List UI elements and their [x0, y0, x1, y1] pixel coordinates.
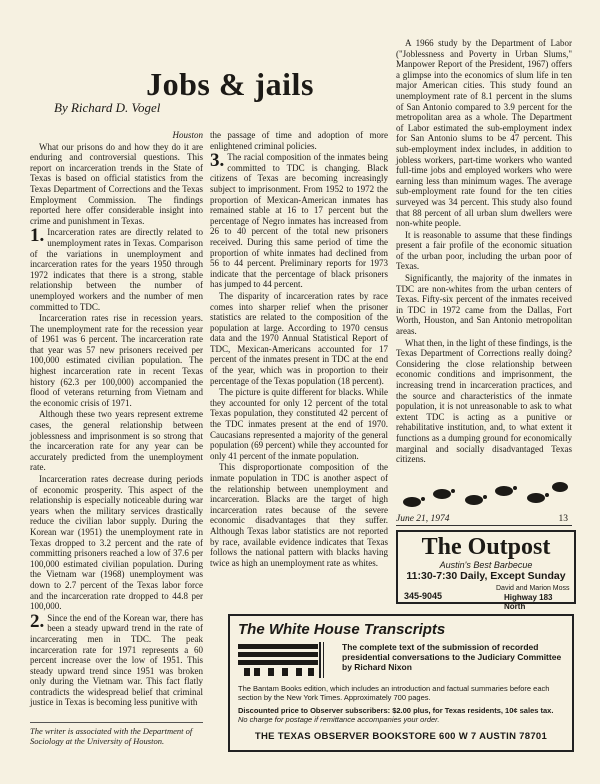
- ad-wh-edition: The Bantam Books edition, which includes an introduction and factual summaries before each section by the New York Times. Approximately 700 pages.: [238, 684, 550, 702]
- page-footer: [396, 514, 572, 526]
- paragraph: It is reasonable to assume that these findings present a fair profile of the economic situation of the urban poor, including the urban poor of Texas.: [396, 229, 572, 272]
- white-house-transcripts-advertisement: [228, 614, 574, 752]
- paragraph: A 1966 study by the Department of Labor ("Joblessness and Poverty in Urban Slums," Manpower Report of the President, 1967) offers a glimpse into the economics of slum life in ten major American cities. This study found an unemployment rate of 8.1 percent in the slums of San Antonio compared to 3.9 percent for the metropolitan area as a whole. The Department of Labor estimated the sub-employment index for San Antonio slums to be 47 percent. This sub-employment index includes, in addition to jobless workers, part-time workers who wanted full-time jobs and employed workers who were earning less than minimum wages. The average sub-employment rate found for the ten cities surveyed was 34 percent. This study also found that 88 percent of all urban slum dwellers were non-white people.: [396, 38, 572, 229]
- ad-wh-discount: Discounted price to Observer subscribers: $2.00 plus, for Texas residents, 10¢ sales tax. No charge for postage if remittance accompanies your order.: [238, 706, 554, 724]
- divider: [319, 642, 321, 678]
- paragraph: The disparity of incarceration rates by race comes into sharper relief when the prisoner statistics are related to the composition of the population at large. According to 1970 census data and the 1970 Annual Statistical Report of TDC, Mexican-Americans accounted for 17 percent of the inmates present in TDC at the end of the year, which was in proportion to their percentage of the Texas population (18 percent).: [210, 290, 388, 386]
- author-note: The writer is associated with the Department of Sociology at the University of Houston.: [30, 722, 203, 746]
- outpost-advertisement: [396, 530, 576, 611]
- ad-outpost-owners: David and Marion Moss: [496, 585, 570, 592]
- article-title: Jobs & jails: [146, 66, 314, 102]
- ad-outpost-tagline: Austin's Best Barbecue: [439, 560, 533, 570]
- paragraph: the passage of time and adoption of more enlightened criminal policies.: [210, 130, 388, 151]
- article-byline: By Richard D. Vogel: [54, 100, 161, 115]
- paragraph-numbered: 1. Incarceration rates are directly related to unemployment rates in Texas. Comparison of the variations in unemployment and incarceration rates for the years 1950 through 1972 indicates that there is a strong, stable relationship between the number of unemployed workers and the number of men committed to TDC.: [30, 225, 203, 312]
- ad-outpost-address: Highway 183 North: [504, 593, 553, 611]
- article-column-2: [210, 130, 388, 569]
- ad-outpost-name: The Outpost: [421, 534, 551, 560]
- paragraph: Incarceration rates decrease during periods of economic prosperity. This aspect of the relationship is especially noticeable during war years when the military services drastically reduce the civilian labor supply. During the Korean war (1951) the unemployment rate in Texas dropped to 3.2 percent and the rate of committing prisoners reached a low of 37.6 per 100,000 estimated civilian population. During the Vietnam war (1968) unemployment was down to 2.7 percent of the Texas labor force and the incarceration rate dropped to 44.8 per 100,000.: [30, 474, 203, 612]
- paragraph: What then, in the light of these findings, is the Texas Department of Corrections really doing? Considering the close relationship between economic conditions and imprisonment, the increasing trend in incarceration practices, and the source and characteristics of the inmate population, it is not unreasonable to ask to what extent TDC is acting as a punitive or rehabilitative institution, and, to what extent it functions as a dumping ground for economically marginal and socially disadvantaged Texas citizens.: [396, 337, 572, 465]
- paragraph-numbered: 2. Since the end of the Korean war, there has been a steady upward trend in the rate of incarcerating men in TDC. The peak incarceration rate for 1971 represents a 60 percent increase over the low of 1951. This steady upward trend since 1951 was broken only during the Vietnam war. This fact flatly contradicts the widespread belief that criminal justice in Texas is becoming less punitive with: [30, 610, 203, 708]
- paragraph: Significantly, the majority of the inmates in TDC are non-whites from the urban centers of Texas. Fifty-six percent of the inmates received in TDC in 1972 came from the Dallas, Fort Worth, Houston, and San Antonio metropolitan areas.: [396, 273, 572, 337]
- paragraph: This disproportionate composition of the inmate population in TDC is another aspect of the relationship between unemployment and incarceration. Blacks are the target of high incarceration rates because of the severe economic disadvantages that they suffer. Although Texas labor statistics are not reported by race, available evidence indicates that Texas follows the national pattern with blacks having twice as high an unemployment rate as whites.: [210, 462, 388, 568]
- article-column-1: [30, 130, 203, 709]
- tape-reel-logo-icon: [238, 642, 318, 678]
- ad-outpost-phone: 345-9045: [404, 591, 443, 601]
- ad-wh-headline: The White House Transcripts: [238, 621, 446, 638]
- issue-date: June 21, 1974: [396, 514, 450, 524]
- dateline-city: Houston: [172, 130, 203, 140]
- ad-outpost-hours: 11:30-7:30 Daily, Except Sunday: [406, 570, 566, 582]
- paragraph-numbered: 3. The racial composition of the inmates being committed to TDC is changing. Black citizens of Texas are becoming increasingly subject to imprisonment. From 1952 to 1972 the proportion of Mexican-American inmates has remained stable at 16 to 17 percent but the percentage of Negro inmates has increased from 26 to 40 percent of the total new prisoners received. During this same period of time the proportion of white inmates had declined from 56 to 44 percent. Preliminary reports for 1973 indicate that the percentage of black prisoners has jumped to 44 percent.: [210, 150, 388, 290]
- ad-wh-description: The complete text of the submission of recorded presidential conversations to the Judiciary Committee by Richard Nixon: [342, 642, 562, 672]
- paragraph: Incarceration rates rise in recession years. The unemployment rate for the recession year of 1961 was 6 percent. The incarceration rate that year was 57 new prisoners received per 100,000 estimated civilian population. The highest incarceration rate in recent Texas history (62.3 per 100,000) accompanied the flood of veterans returning from Vietnam and the economic crisis of 1971.: [30, 313, 203, 408]
- footprints-icon: [402, 478, 572, 510]
- section-number-1: 1.: [30, 225, 45, 247]
- section-number-2: 2.: [30, 610, 45, 632]
- paragraph: What our prisons do and how they do it are enduring and controversial questions. This report on incarceration trends in the State of Texas is based on official statistics from the Texas Department of Corrections and the Texas Employment Commission. The findings reported here offer considerable insight into crime and punishment in Texas.: [30, 141, 203, 226]
- section-number-3: 3.: [210, 150, 225, 172]
- page-number: 13: [558, 514, 568, 524]
- ad-wh-store-address: THE TEXAS OBSERVER BOOKSTORE 600 W 7 AUSTIN 78701: [254, 731, 548, 742]
- article-column-3: [396, 38, 572, 466]
- divider: [323, 642, 324, 678]
- paragraph: Although these two years represent extreme cases, the general relationship between joblessness and imprisonment is so strong that the incarceration rate for any year can be accurately predicted from the unemployment rate.: [30, 409, 203, 473]
- paragraph: The picture is quite different for blacks. While they accounted for only 12 percent of the total Texas population, they constituted 42 percent of the TDC inmates present at the end of 1970. Caucasians represented a majority of the general population (69 percent) while they accounted for only 41 percent of the inmate population.: [210, 387, 388, 461]
